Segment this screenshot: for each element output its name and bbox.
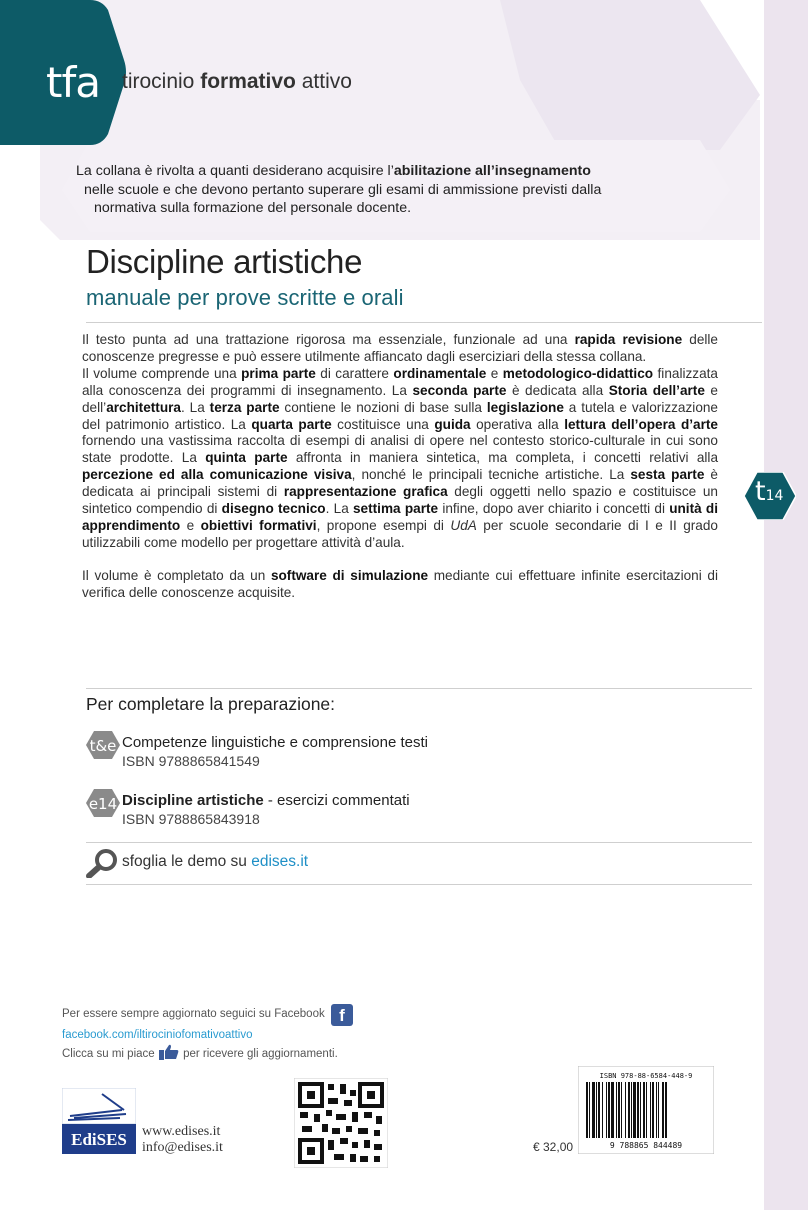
barcode-bar bbox=[606, 1082, 607, 1138]
barcode-bar bbox=[643, 1082, 645, 1138]
barcode-bar bbox=[618, 1082, 620, 1138]
facebook-icon[interactable]: f bbox=[331, 1004, 353, 1026]
barcode-bar bbox=[637, 1082, 639, 1138]
demo-divider-top bbox=[86, 842, 752, 843]
description-paragraph: Il testo punta ad una trattazione rigorosa ma essenziale, funzionale ad una rapida revisione delle conoscenze pregresse e può essere utilmente affiancato dagli eserciziari della stessa collana. bbox=[82, 332, 718, 364]
thumbs-up-icon bbox=[158, 1044, 180, 1060]
prep-divider bbox=[86, 688, 752, 689]
barcode-bar bbox=[646, 1082, 647, 1138]
isbn-barcode bbox=[578, 1066, 714, 1154]
side-badge-label: t14 bbox=[755, 476, 784, 507]
demo-divider-bottom bbox=[86, 884, 752, 885]
title-divider bbox=[86, 322, 762, 323]
barcode-bar bbox=[616, 1082, 617, 1138]
barcode-bar bbox=[608, 1082, 610, 1138]
edises-link[interactable]: edises.it bbox=[251, 853, 309, 870]
svg-text:9 788865 844489: 9 788865 844489 bbox=[609, 1141, 683, 1150]
book-subtitle: manuale per prove scritte e orali bbox=[86, 285, 404, 310]
related-book-title: Discipline artistiche - esercizi commentati bbox=[122, 792, 410, 809]
barcode-bar bbox=[640, 1082, 641, 1138]
related-book-title: Competenze linguistiche e comprensione testi bbox=[122, 734, 428, 751]
qr-code bbox=[294, 1078, 388, 1168]
barcode-bar bbox=[586, 1082, 588, 1138]
description-paragraph: Il volume comprende una prima parte di carattere ordinamentale e metodologico-didattico finalizzata alla conoscenza dei programmi di insegnamento. La seconda parte è dedicata alla Storia dell’arte e dell’architettura. La terza parte contiene le nozioni di base sulla legislazione a tutela e valorizzazione del patrimonio artistico. La quarta parte costituisce una guida operativa alla lettura dell’opera d’arte fornendo una vastissima raccolta di esempi di analisi di opere nel contesto storico-culturale in cui sono state prodotte. La quinta parte affronta in maniera sintetica, ma completa, i concetti relativi alla percezione ed alla comunicazione visiva, nonché le principali tecniche artistiche. La sesta parte è dedicata ai principali sistemi di rappresentazione grafica degli oggetti nello spazio e costituisce un sintetico compendio di disegno tecnico. La settima parte infine, dopo aver chiarito i concetti di unità di apprendimento e obiettivi formativi, propone esempi di UdA per scuole secondarie di I e II grado utilizzabili come modello per progettare attività d’aula. bbox=[82, 365, 719, 550]
demo-text: sfoglia le demo su edises.it bbox=[122, 853, 309, 870]
svg-text:EdiSES: EdiSES bbox=[71, 1130, 127, 1149]
barcode-bar bbox=[652, 1082, 654, 1138]
svg-text:ISBN 978-88-6584-448-9: ISBN 978-88-6584-448-9 bbox=[599, 1072, 693, 1080]
barcode-bar bbox=[592, 1082, 595, 1138]
series-intro: La collana è rivolta a quanti desiderano acquisire l’abilitazione all’insegnamento nelle scuole e che devono pertanto superare gli esami di ammissione previsti dalla normativa sulla formazione del personale docente. bbox=[76, 163, 602, 216]
e14-icon bbox=[86, 789, 120, 817]
price: € 32,00 bbox=[533, 1140, 574, 1154]
barcode-bar bbox=[621, 1082, 622, 1138]
barcode-bar bbox=[631, 1082, 632, 1138]
publisher-email[interactable]: info@edises.it bbox=[142, 1140, 223, 1155]
barcode-bar bbox=[656, 1082, 657, 1138]
barcode-bar bbox=[665, 1082, 667, 1138]
barcode-bar bbox=[589, 1082, 590, 1138]
demo-link-row[interactable] bbox=[86, 848, 309, 883]
barcode-bar bbox=[633, 1082, 636, 1138]
related-book-isbn: ISBN 9788865843918 bbox=[122, 811, 260, 827]
barcode-bar bbox=[650, 1082, 651, 1138]
facebook-link[interactable]: facebook.com/iltirociniofomativoattivo bbox=[62, 1029, 253, 1041]
search-icon bbox=[86, 848, 120, 878]
tfa-logo-text: tfa bbox=[46, 58, 100, 107]
book-description bbox=[82, 332, 718, 602]
description-paragraph: Il volume è completato da un software di simulazione mediante cui effettuare infinite esercitazioni di verifica delle conoscenze acquisite. bbox=[82, 567, 718, 600]
barcode-bar bbox=[611, 1082, 614, 1138]
book-title: Discipline artistiche bbox=[86, 243, 363, 280]
prep-heading: Per completare la preparazione: bbox=[86, 694, 336, 714]
facebook-notice: Per essere sempre aggiornato seguici su Facebook f facebook.com/iltirociniofomativoattivo Clicca su mi piace per ricevere gli aggiornamenti. bbox=[62, 1004, 353, 1063]
barcode-bar bbox=[598, 1082, 600, 1138]
barcode-bar bbox=[658, 1082, 659, 1138]
svg-text:t&e: t&e bbox=[89, 737, 117, 755]
related-book-isbn: ISBN 9788865841549 bbox=[122, 753, 260, 769]
publisher-website[interactable]: www.edises.it bbox=[142, 1124, 221, 1139]
publisher-contact bbox=[142, 1124, 223, 1156]
barcode-bar bbox=[596, 1082, 597, 1138]
svg-text:e14: e14 bbox=[88, 795, 118, 813]
barcode-bar bbox=[662, 1082, 664, 1138]
barcode-bar bbox=[628, 1082, 630, 1138]
barcode-bar bbox=[602, 1082, 603, 1138]
barcode-bar bbox=[625, 1082, 626, 1138]
series-name: tirocinio formativo attivo bbox=[122, 70, 352, 93]
t-and-e-icon bbox=[86, 731, 120, 759]
edises-logo bbox=[62, 1088, 136, 1154]
